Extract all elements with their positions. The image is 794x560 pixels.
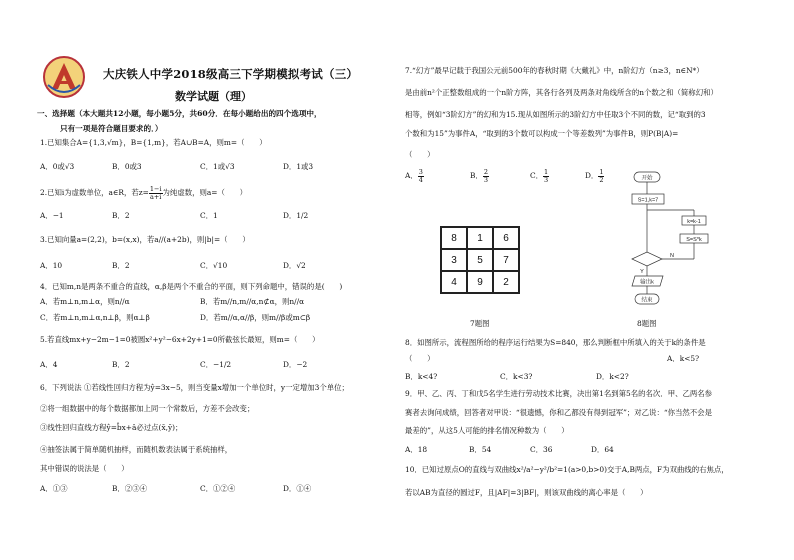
q7-frac-d — [598, 169, 604, 183]
q8-opt-c: C．k<3? — [500, 372, 533, 381]
q2-opt-c: C．1 — [200, 211, 218, 220]
q2-fraction — [149, 186, 163, 200]
q2-opt-b: B．2 — [112, 211, 130, 220]
q3-opt-c: C．√10 — [200, 261, 228, 270]
q7-opt-d: D． $\frac{1}{2}$ — [585, 168, 604, 184]
q9-line-2: 赛者去询问成绩，回答者对甲说：“很遗憾，你和乙都没有得到冠军”；对乙说：“你当然不会是 — [405, 408, 712, 417]
q7-c-den: 3 — [544, 175, 549, 184]
q5-stem: 5.若直线mx+y−2m−1=0被圆x²+y²−6x+2y+1=0所截弦长最短，则m=（ ） — [40, 335, 320, 344]
q8-line-2: （ ） — [405, 354, 435, 363]
flowchart — [620, 170, 710, 310]
section-heading-2: 只有一项是符合题目要求的．） — [60, 124, 163, 133]
q9-opt-d: D．64 — [591, 445, 614, 454]
q7-opt-a: A． $\frac{3}{4}$ — [405, 168, 423, 184]
q2-stem — [40, 186, 247, 200]
flow-end-label: 结束 — [641, 297, 653, 304]
q7-b-den: 3 — [483, 175, 488, 184]
q4-opt-b: B．若m//n,m//α,n⊄α，则n//α — [200, 297, 305, 306]
q1-stem: 1.已知集合A={1,3,√m}，B={1,m}，若A∪B=A，则m=（ ） — [40, 138, 267, 147]
flow-yes-label: Y — [640, 269, 644, 275]
q8-opt-d: D．k<2? — [596, 372, 629, 381]
magic-cell: 7 — [493, 249, 519, 271]
q2-opt-d: D．1/2 — [283, 211, 309, 220]
magic-square — [440, 226, 520, 294]
magic-cell: 6 — [493, 227, 519, 249]
magic-cell: 3 — [441, 249, 467, 271]
school-logo — [42, 55, 86, 99]
q5-opt-d: D．−2 — [283, 360, 308, 369]
q3-stem: 3.已知向量a=(2,2)，b=(x,x)，若a//(a+2b)，则|b|=（ ） — [40, 235, 250, 244]
q5-opt-b: B．2 — [112, 360, 130, 369]
flow-no-label: N — [670, 253, 674, 259]
q1-opt-b: B．0或3 — [112, 162, 142, 171]
q2-stem-b: 为纯虚数，则a=（ ） — [162, 188, 248, 197]
q7-c-num: 1 — [544, 168, 549, 176]
exam-title: 大庆铁人中学2018级高三下学期模拟考试（三） — [103, 67, 359, 81]
flow-cond — [632, 252, 662, 266]
q7-line-1: 7.“幻方”最早记载于我国公元前500年的春秋时期《大戴礼》中，n阶幻方（n≥3，n∈N*） — [405, 66, 704, 75]
q8-opt-a: A．k<5? — [667, 354, 700, 363]
q9-opt-a: A．18 — [405, 445, 428, 454]
q5-opt-a: A．4 — [40, 360, 58, 369]
q7-a-den: 4 — [418, 175, 423, 184]
q7-frac-c — [543, 169, 549, 183]
q3-opt-a: A．10 — [40, 261, 63, 270]
magic-cell: 4 — [441, 271, 467, 293]
q7-d-num: 1 — [599, 168, 604, 176]
q2-opt-a: A．−1 — [40, 211, 64, 220]
magic-cell: 1 — [467, 227, 493, 249]
q2-stem-a: 2.已知i为虚数单位，a∈R，若z= — [40, 188, 149, 197]
q7-frac-a — [418, 169, 424, 183]
q7-d-den: 2 — [599, 175, 604, 184]
q7-frac-b — [483, 169, 489, 183]
q7-line-3: 相等，例如“3阶幻方”的幻和为15.现从如图所示的3阶幻方中任取3个不同的数，记“取到的3 — [405, 110, 706, 119]
q7-line-5: （ ） — [405, 150, 435, 159]
q1-opt-c: C．1或√3 — [200, 162, 235, 171]
q10-line-1: 10．已知过原点O的直线与双曲线x²/a²−y²/b²=1(a>0,b>0)交于A,B两点，F为双曲线的右焦点， — [405, 465, 729, 474]
section-heading: 一、选择题（本大题共12小题，每小题5分，共60分．在每小题给出的四个选项中， — [37, 109, 322, 118]
q7-line-4: 个数和为15”为事件A，“取到的3个数可以构成一个等差数列”为事件B，则P(B|A)= — [405, 129, 679, 138]
q6-line-2: ②将一组数据中的每个数据都加上同一个常数后，方差不会改变； — [40, 404, 255, 413]
q9-opt-c: C．36 — [530, 445, 553, 454]
q7-opt-b: B． $\frac{2}{3}$ — [470, 168, 488, 184]
q6-opt-b: B．②③④ — [112, 484, 147, 493]
flow-init-label: S=1,k=7 — [637, 197, 659, 204]
q10-line-2: 若以AB为直径的圆过F，且|AF|=3|BF|，则该双曲线的离心率是（ ） — [405, 488, 648, 497]
q6-opt-a: A．①③ — [40, 484, 68, 493]
flow-step1-label: k=k-1 — [687, 219, 701, 225]
q6-opt-c: C．①②④ — [200, 484, 236, 493]
q8-opt-b: B．k<4? — [405, 372, 438, 381]
q6-stem: 6．下列说法 ①若线性回归方程为ŷ=3x−5，则当变量x增加一个单位时，y一定增加3个单位； — [40, 383, 349, 392]
q9-line-3: 最差的”，从这5人可能的排名情况种数为（ ） — [405, 426, 569, 435]
q4-stem: 4．已知m,n是两条不重合的直线，α,β是两个不重合的平面，则下列命题中，错误的是( ) — [40, 282, 343, 291]
q6-line-3: ③线性回归直线方程ŷ=b̂x+â必过点(x̄,ȳ)； — [40, 423, 183, 432]
q1-opt-a: A．0或√3 — [40, 162, 75, 171]
q1-opt-d: D．1或3 — [283, 162, 314, 171]
q7-b-num: 2 — [483, 168, 488, 176]
q2-den: a+i — [149, 192, 162, 201]
q9-opt-b: B．54 — [469, 445, 492, 454]
q4-opt-c: C．若m⊥n,m⊥α,n⊥β，则α⊥β — [40, 313, 150, 322]
magic-cell: 5 — [467, 249, 493, 271]
magic-cell: 2 — [493, 271, 519, 293]
q7-line-2: 是由前n²个正整数组成的一个n阶方阵，其各行各列及两条对角线所含的n个数之和（简称幻和） — [405, 88, 718, 97]
flow-out-label: 输出k — [640, 279, 654, 286]
q6-line-5: 其中错误的说法是（ ） — [40, 464, 129, 473]
q7-a-num: 3 — [418, 168, 423, 176]
q2-num: 1−i — [149, 185, 162, 193]
q9-line-1: 9．甲、乙、丙、丁和戊5名学生进行劳动技术比赛，决出第1名到第5名的名次．甲、乙两名参 — [405, 389, 713, 398]
fig7-caption: 7题图 — [470, 319, 490, 328]
q6-opt-d: D．①④ — [283, 484, 312, 493]
magic-cell: 8 — [441, 227, 467, 249]
q6-line-4: ④抽签法属于简单随机抽样，而随机数表法属于系统抽样， — [40, 445, 233, 454]
q5-opt-c: C．−1/2 — [200, 360, 232, 369]
q7-opt-c: C． $\frac{1}{3}$ — [530, 168, 549, 184]
magic-cell: 9 — [467, 271, 493, 293]
exam-subtitle: 数学试题（理） — [175, 90, 252, 103]
flow-start-label: 开始 — [641, 175, 653, 182]
q3-opt-b: B．2 — [112, 261, 130, 270]
flow-step2-label: S=S*k — [686, 237, 702, 243]
q4-opt-d: D．若m//α,α//β，则m//β或m⊂β — [200, 313, 311, 322]
q8-line-1: 8．如图所示，流程图所给的程序运行结果为S=840，那么判断框中所填入的关于k的条件是 — [405, 338, 706, 347]
q3-opt-d: D．√2 — [283, 261, 306, 270]
fig8-caption: 8题图 — [637, 319, 657, 328]
q4-opt-a: A．若m⊥n,m⊥α，则n//α — [40, 297, 130, 306]
